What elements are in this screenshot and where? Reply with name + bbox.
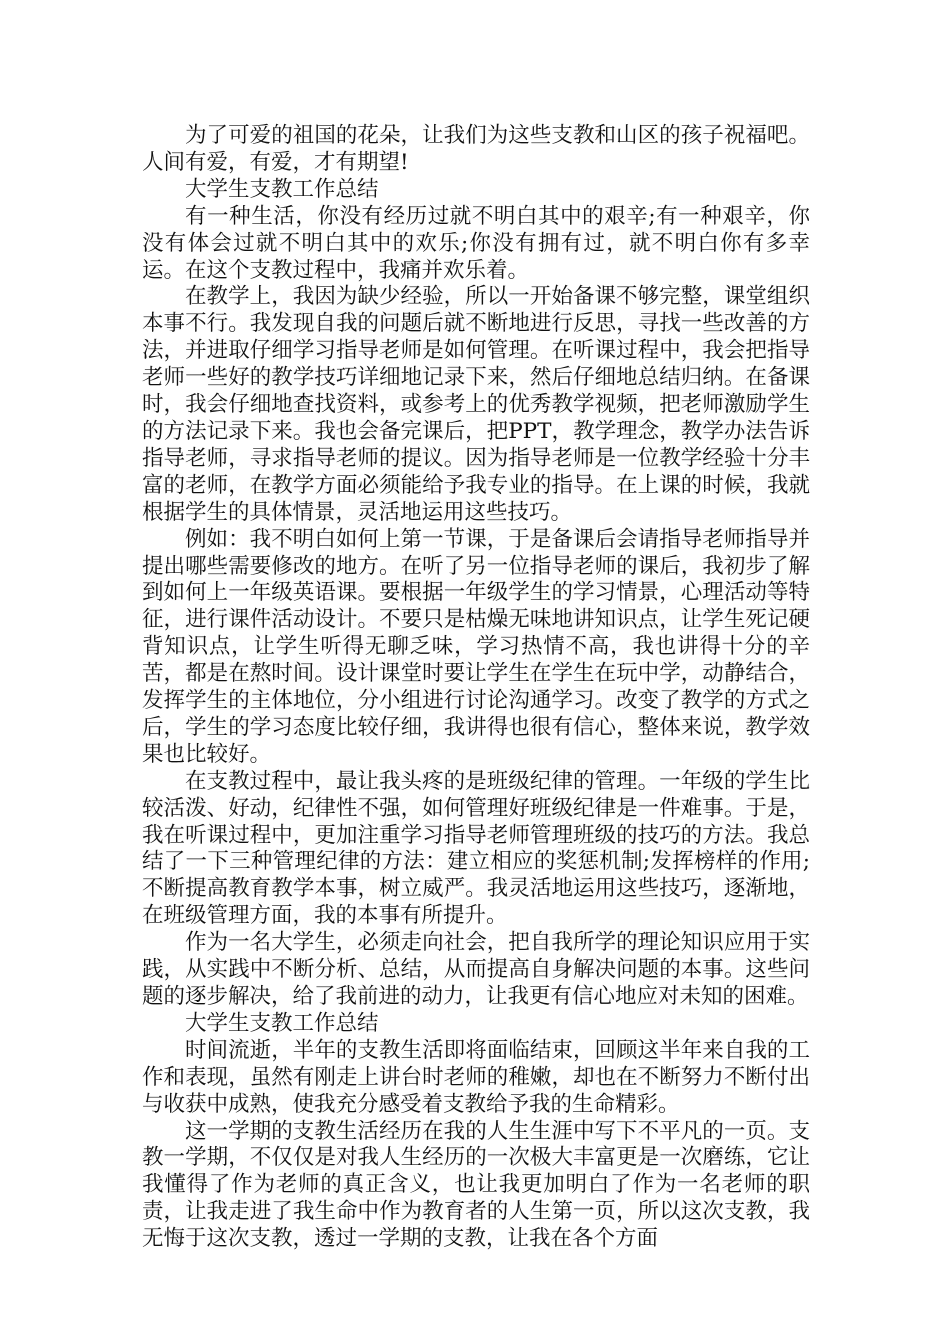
document-body (142, 123, 810, 1253)
paragraph: 作为一名大学生，必须走向社会，把自我所学的理论知识应用于实践，从实践中不断分析、总结，从而提高自身解决问题的本事。这些问题的逐步解决，给了我前进的动力，让我更有信心地应对未知的困难。 (142, 930, 810, 1009)
paragraph: 在教学上，我因为缺少经验，所以一开始备课不够完整，课堂组织本事不行。我发现自我的问题后就不断地进行反思，寻找一些改善的方法，并进取仔细学习指导老师是如何管理。在听课过程中，我会把指导老师一些好的教学技巧详细地记录下来，然后仔细地总结归纳。在备课时，我会仔细地查找资料，或参考上的优秀教学视频，把老师激励学生的方法记录下来。我也会备完课后，把PPT，教学理念，教学办法告诉指导老师，寻求指导老师的提议。因为指导老师是一位教学经验十分丰富的老师，在教学方面必须能给予我专业的指导。在上课的时候，我就根据学生的具体情景，灵活地运用这些技巧。 (142, 284, 810, 525)
section-heading: 大学生支教工作总结 (185, 1010, 379, 1036)
paragraph: 时间流逝，半年的支教生活即将面临结束，回顾这半年来自我的工作和表现，虽然有刚走上讲台时老师的稚嫩，却也在不断努力不断付出与收获中成熟，使我充分感受着支教给予我的生命精彩。 (142, 1037, 810, 1117)
section-heading: 大学生支教工作总结 (185, 176, 379, 202)
paragraph: 这一学期的支教生活经历在我的人生生涯中写下不平凡的一页。支教一学期，不仅仅是对我人生经历的一次极大丰富更是一次磨练，它让我懂得了作为老师的真正含义，也让我更加明白了作为一名老师的职责，让我走进了我生命中作为教育者的人生第一页，所以这次支教，我无悔于这次支教，透过一学期的支教，让我在各个方面 (142, 1118, 810, 1252)
paragraph: 有一种生活，你没有经历过就不明白其中的艰辛;有一种艰辛，你没有体会过就不明白其中的欢乐;你没有拥有过，就不明白你有多幸运。在这个支教过程中，我痛并欢乐着。 (142, 203, 810, 283)
paragraph: 为了可爱的祖国的花朵，让我们为这些支教和山区的孩子祝福吧。人间有爱，有爱，才有期望! (142, 123, 810, 175)
paragraph: 在支教过程中，最让我头疼的是班级纪律的管理。一年级的学生比较活泼、好动，纪律性不强，如何管理好班级纪律是一件难事。于是，我在听课过程中，更加注重学习指导老师管理班级的技巧的方法。我总结了一下三种管理纪律的方法：建立相应的奖惩机制;发挥榜样的作用;不断提高教育教学本事，树立威严。我灵活地运用这些技巧，逐渐地，在班级管理方面，我的本事有所提升。 (142, 768, 810, 929)
paragraph: 例如：我不明白如何上第一节课，于是备课后会请指导老师指导并提出哪些需要修改的地方。在听了另一位指导老师的课后，我初步了解到如何上一年级英语课。要根据一年级学生的学习情景，心理活动等特征，进行课件活动设计。不要只是枯燥无味地讲知识点，让学生死记硬背知识点，让学生听得无聊乏味，学习热情不高，我也讲得十分的辛苦，都是在熬时间。设计课堂时要让学生在学生在玩中学，动静结合，发挥学生的主体地位，分小组进行讨论沟通学习。改变了教学的方式之后，学生的学习态度比较仔细，我讲得也很有信心，整体来说，教学效果也比较好。 (142, 526, 810, 767)
